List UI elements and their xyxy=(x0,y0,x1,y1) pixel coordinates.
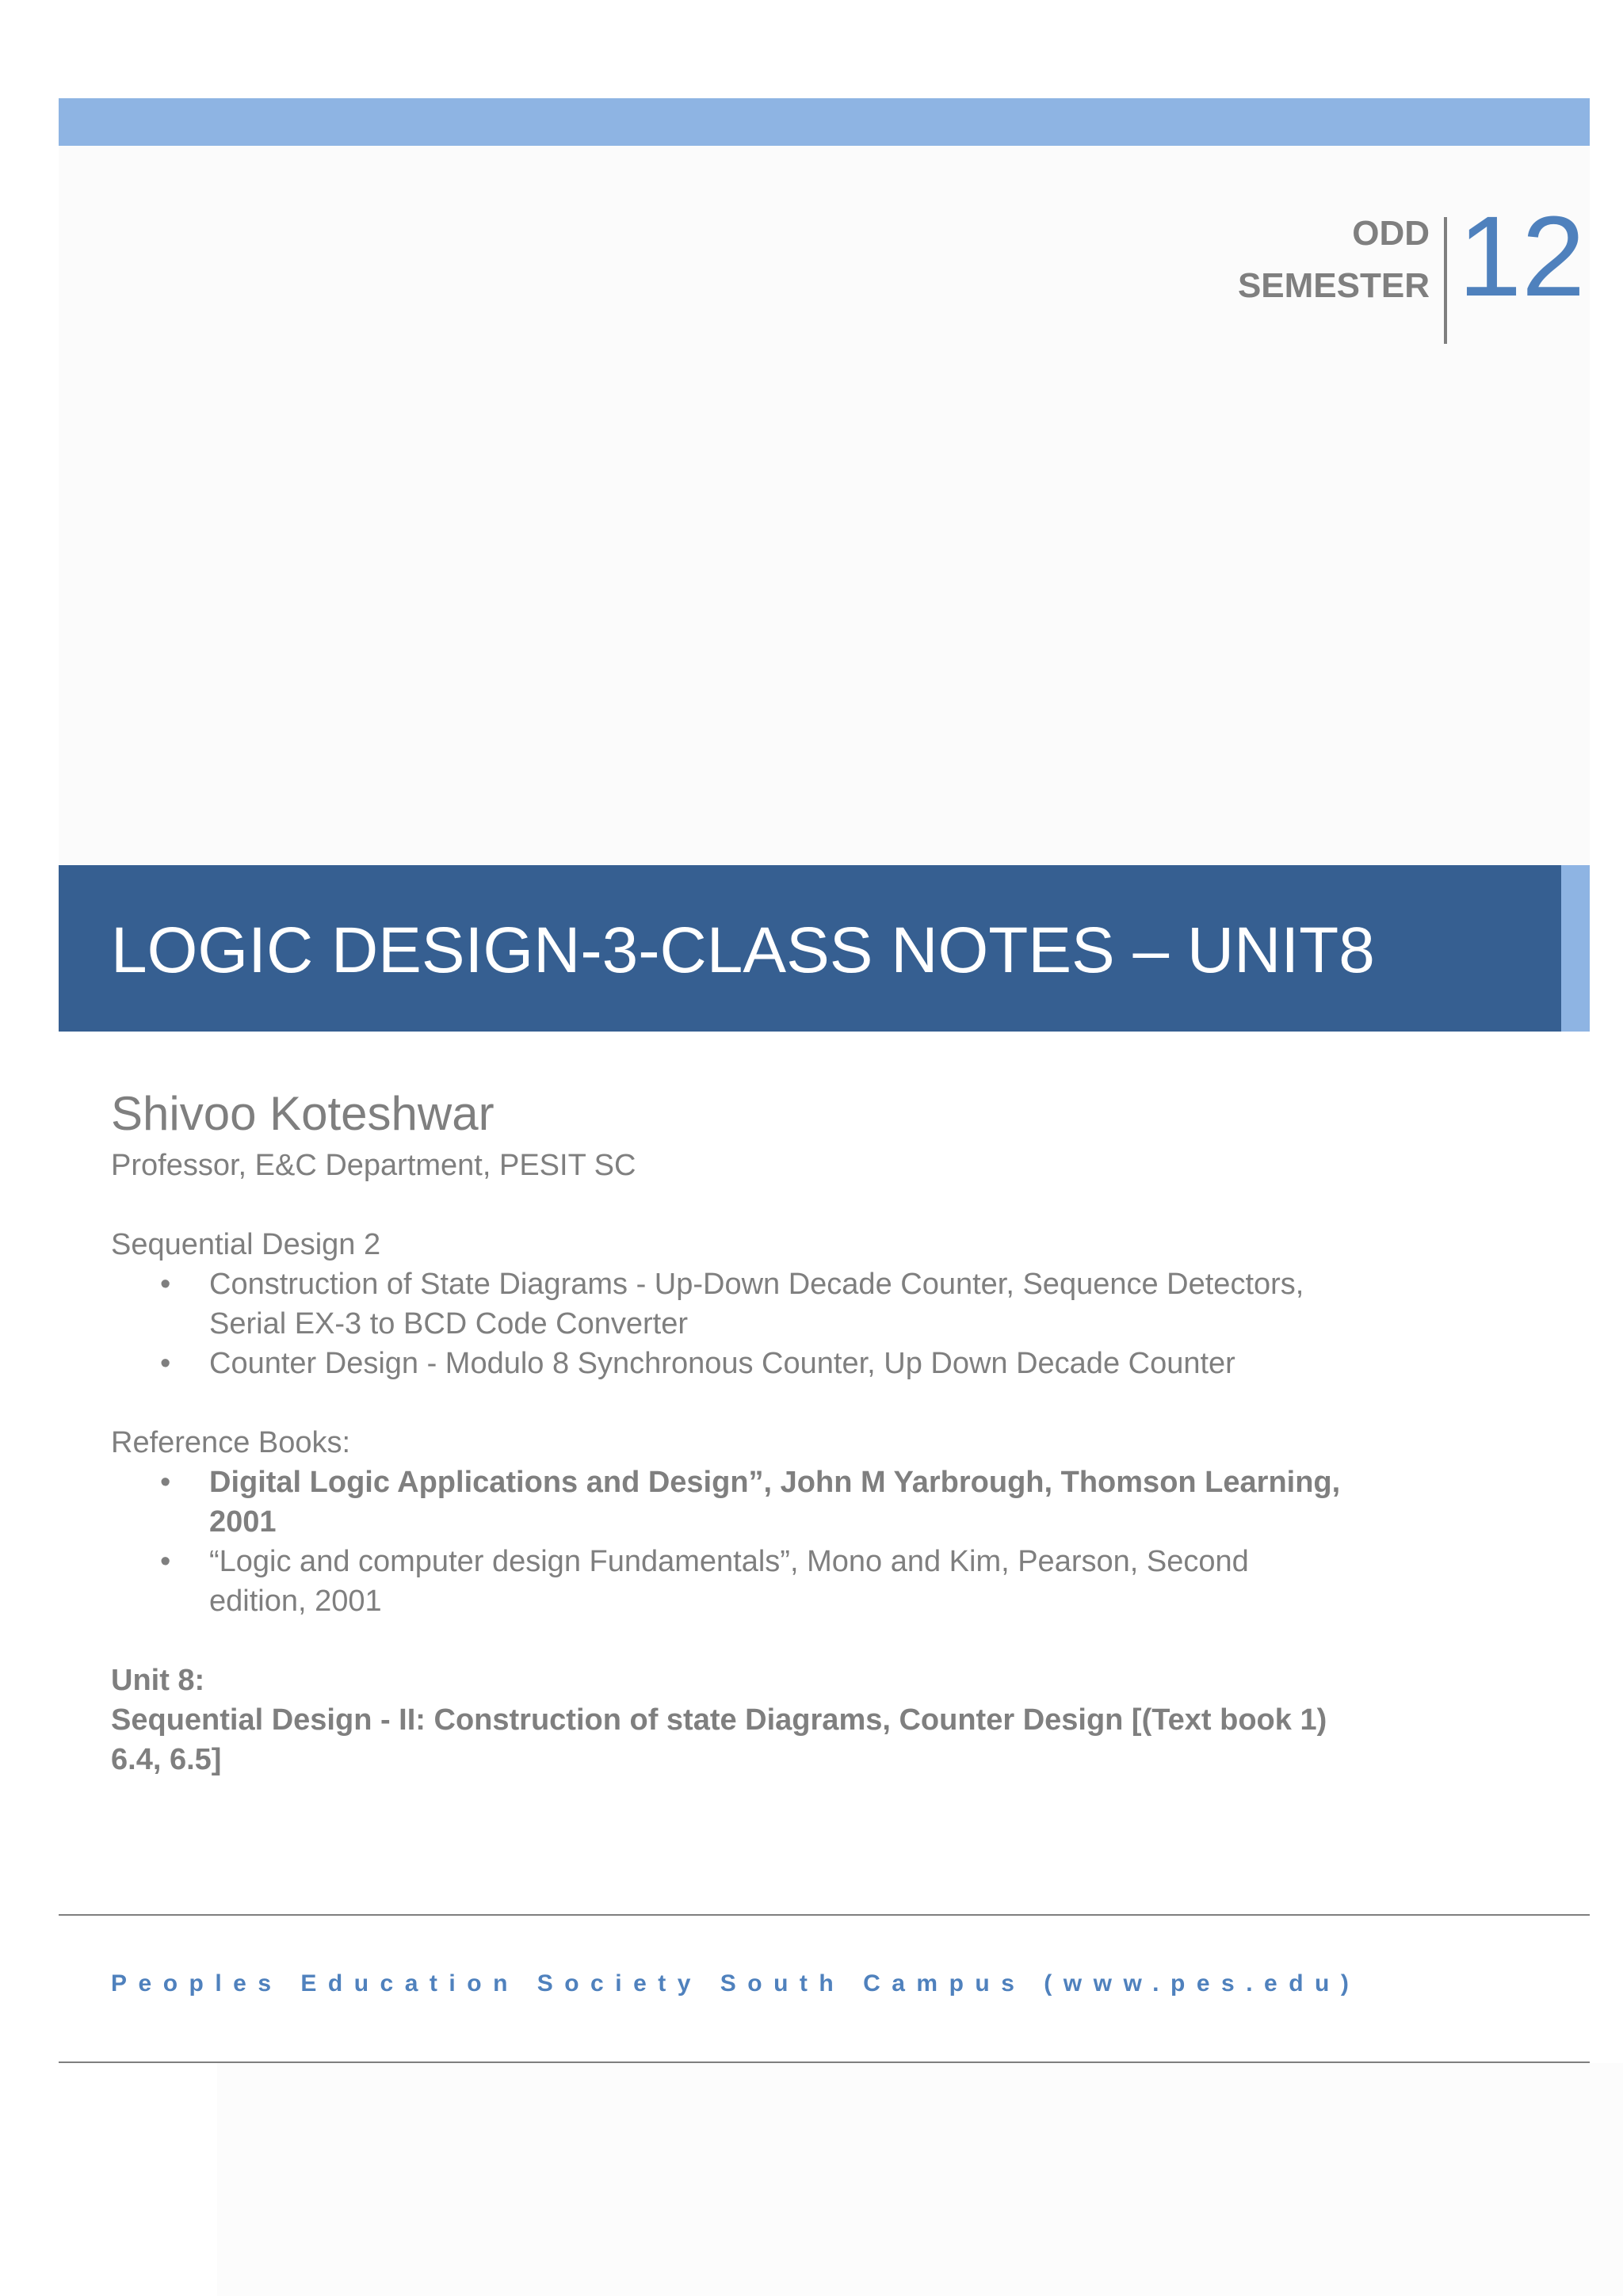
semester-line-semester: SEMESTER xyxy=(1237,266,1430,305)
author-name: Shivoo Koteshwar xyxy=(111,1087,495,1140)
unit-label: Unit 8: xyxy=(111,1664,205,1697)
unit-description: Sequential Design - II: Construction of state Diagrams, Counter Design [(Text book 1) 6.4, 6.5] xyxy=(111,1703,1327,1776)
document-title: LOGIC DESIGN-3-CLASS NOTES – UNIT8 xyxy=(111,914,1375,986)
bullet-icon: • xyxy=(160,1268,171,1301)
footer-top-rule xyxy=(59,1914,1590,1916)
bullet-icon: • xyxy=(160,1466,171,1499)
title-accent-strip xyxy=(1561,865,1590,1032)
semester-line-odd: ODD xyxy=(1352,214,1430,253)
semester-label xyxy=(1238,208,1430,312)
author-role: Professor, E&C Department, PESIT SC xyxy=(111,1149,636,1182)
list-item-text: Construction of State Diagrams - Up-Down Decade Counter, Sequence Detectors, Serial EX-3 to BCD Code Converter xyxy=(209,1268,1304,1341)
list-item xyxy=(111,1344,1347,1383)
footer-text: Peoples Education Society South Campus (www.pes.edu) xyxy=(111,1970,1361,1997)
bullet-icon: • xyxy=(160,1347,171,1380)
top-accent-band xyxy=(59,98,1590,146)
unit-block xyxy=(111,1661,1347,1779)
bullet-icon: • xyxy=(160,1545,171,1578)
sequential-design-heading: Sequential Design 2 xyxy=(111,1228,381,1261)
semester-divider xyxy=(1444,217,1447,344)
reference-books-heading: Reference Books: xyxy=(111,1426,351,1459)
list-item xyxy=(111,1264,1347,1344)
year-number: 12 xyxy=(1458,193,1586,320)
list-item xyxy=(111,1463,1347,1542)
bottom-panel xyxy=(217,2063,1623,2296)
list-item xyxy=(111,1542,1347,1621)
sequential-design-list xyxy=(111,1264,1347,1383)
list-item-text: Counter Design - Modulo 8 Synchronous Counter, Up Down Decade Counter xyxy=(209,1347,1235,1380)
list-item-text: Digital Logic Applications and Design”, John M Yarbrough, Thomson Learning, 2001 xyxy=(209,1466,1341,1539)
reference-books-list xyxy=(111,1463,1347,1621)
list-item-text: “Logic and computer design Fundamentals”, Mono and Kim, Pearson, Second edition, 2001 xyxy=(209,1545,1249,1618)
document-body xyxy=(111,1082,1347,1779)
